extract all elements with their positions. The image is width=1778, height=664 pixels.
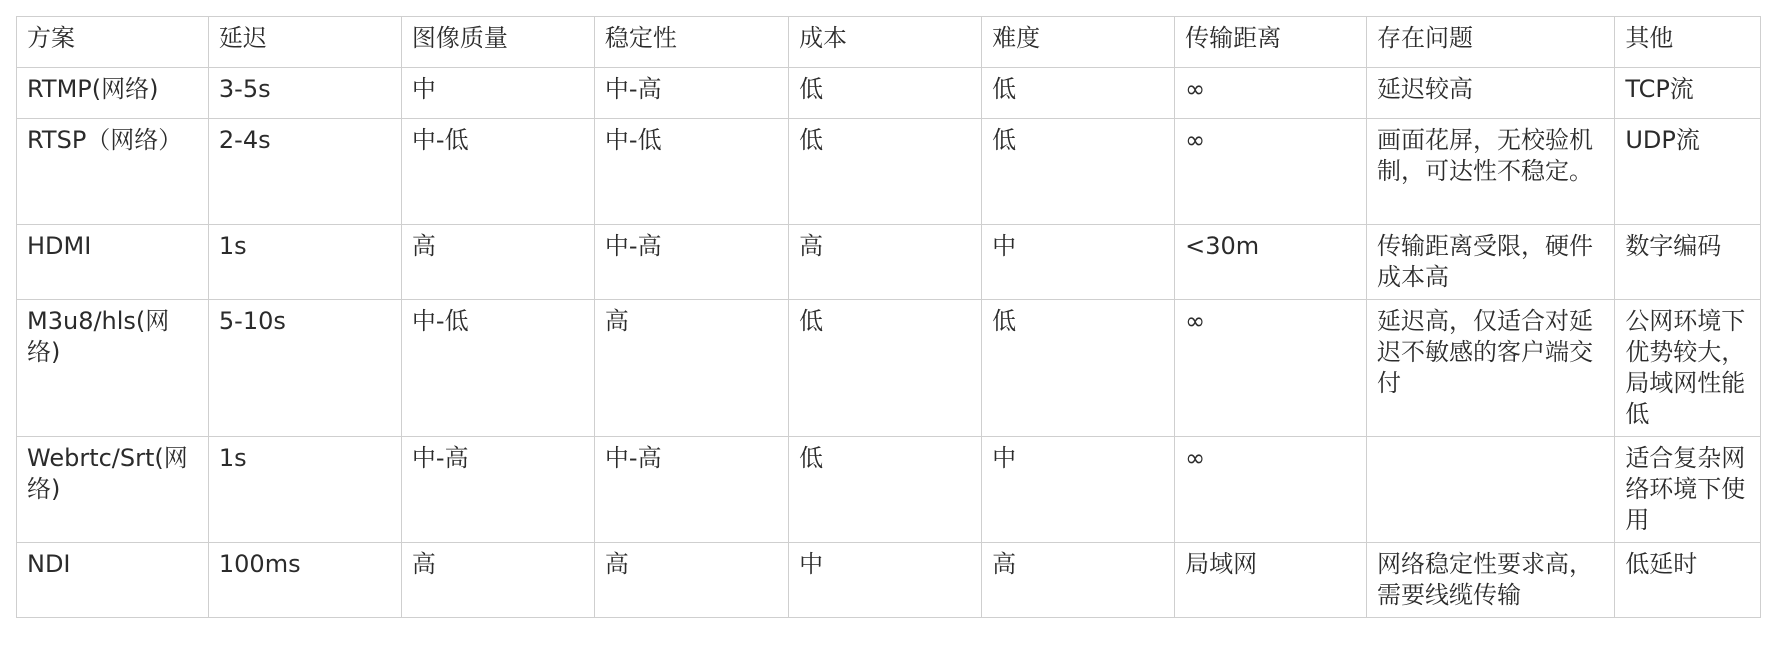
cell-latency: 2-4s: [208, 119, 401, 225]
header-cost: 成本: [789, 17, 982, 68]
cell-other: UDP流: [1615, 119, 1761, 225]
header-image-quality: 图像质量: [401, 17, 594, 68]
cell-difficulty: 低: [982, 68, 1175, 119]
cell-latency: 1s: [208, 225, 401, 300]
cell-image-quality: 中: [401, 68, 594, 119]
cell-cost: 高: [789, 225, 982, 300]
cell-scheme: RTSP（网络）: [17, 119, 209, 225]
cell-scheme: HDMI: [17, 225, 209, 300]
cell-other: 数字编码: [1615, 225, 1761, 300]
cell-cost: 低: [789, 68, 982, 119]
cell-scheme: NDI: [17, 543, 209, 618]
cell-issues: 网络稳定性要求高，需要线缆传输: [1366, 543, 1614, 618]
cell-difficulty: 高: [982, 543, 1175, 618]
cell-stability: 中-高: [594, 225, 788, 300]
cell-other: TCP流: [1615, 68, 1761, 119]
cell-cost: 低: [789, 119, 982, 225]
cell-difficulty: 中: [982, 225, 1175, 300]
cell-other: 低延时: [1615, 543, 1761, 618]
cell-issues: 延迟较高: [1366, 68, 1614, 119]
header-scheme: 方案: [17, 17, 209, 68]
cell-stability: 高: [594, 543, 788, 618]
cell-image-quality: 高: [401, 543, 594, 618]
cell-difficulty: 低: [982, 119, 1175, 225]
cell-distance: <30m: [1175, 225, 1367, 300]
table-row: [17, 543, 1761, 618]
cell-image-quality: 中-低: [401, 300, 594, 437]
cell-distance: ∞: [1175, 119, 1367, 225]
header-distance: 传输距离: [1175, 17, 1367, 68]
cell-stability: 中-高: [594, 68, 788, 119]
comparison-table: [16, 16, 1761, 618]
cell-latency: 100ms: [208, 543, 401, 618]
cell-stability: 高: [594, 300, 788, 437]
table-row: [17, 68, 1761, 119]
cell-latency: 3-5s: [208, 68, 401, 119]
table-header-row: [17, 17, 1761, 68]
cell-cost: 低: [789, 437, 982, 543]
cell-scheme: Webrtc/Srt(网络): [17, 437, 209, 543]
cell-cost: 中: [789, 543, 982, 618]
cell-scheme: M3u8/hls(网络): [17, 300, 209, 437]
cell-distance: 局域网: [1175, 543, 1367, 618]
header-other: 其他: [1615, 17, 1761, 68]
cell-scheme: RTMP(网络): [17, 68, 209, 119]
header-issues: 存在问题: [1366, 17, 1614, 68]
cell-issues: 延迟高，仅适合对延迟不敏感的客户端交付: [1366, 300, 1614, 437]
table-row: [17, 437, 1761, 543]
cell-other: 公网环境下优势较大，局域网性能低: [1615, 300, 1761, 437]
cell-issues: [1366, 437, 1614, 543]
cell-cost: 低: [789, 300, 982, 437]
cell-image-quality: 中-高: [401, 437, 594, 543]
cell-stability: 中-高: [594, 437, 788, 543]
header-difficulty: 难度: [982, 17, 1175, 68]
cell-difficulty: 低: [982, 300, 1175, 437]
cell-other: 适合复杂网络环境下使用: [1615, 437, 1761, 543]
cell-issues: 画面花屏，无校验机制，可达性不稳定。: [1366, 119, 1614, 225]
header-stability: 稳定性: [594, 17, 788, 68]
cell-stability: 中-低: [594, 119, 788, 225]
cell-latency: 5-10s: [208, 300, 401, 437]
header-latency: 延迟: [208, 17, 401, 68]
cell-distance: ∞: [1175, 300, 1367, 437]
cell-image-quality: 中-低: [401, 119, 594, 225]
table-row: [17, 119, 1761, 225]
cell-latency: 1s: [208, 437, 401, 543]
table-row: [17, 300, 1761, 437]
cell-distance: ∞: [1175, 437, 1367, 543]
comparison-table-container: [16, 16, 1761, 618]
cell-issues: 传输距离受限，硬件成本高: [1366, 225, 1614, 300]
cell-image-quality: 高: [401, 225, 594, 300]
cell-distance: ∞: [1175, 68, 1367, 119]
table-row: [17, 225, 1761, 300]
cell-difficulty: 中: [982, 437, 1175, 543]
